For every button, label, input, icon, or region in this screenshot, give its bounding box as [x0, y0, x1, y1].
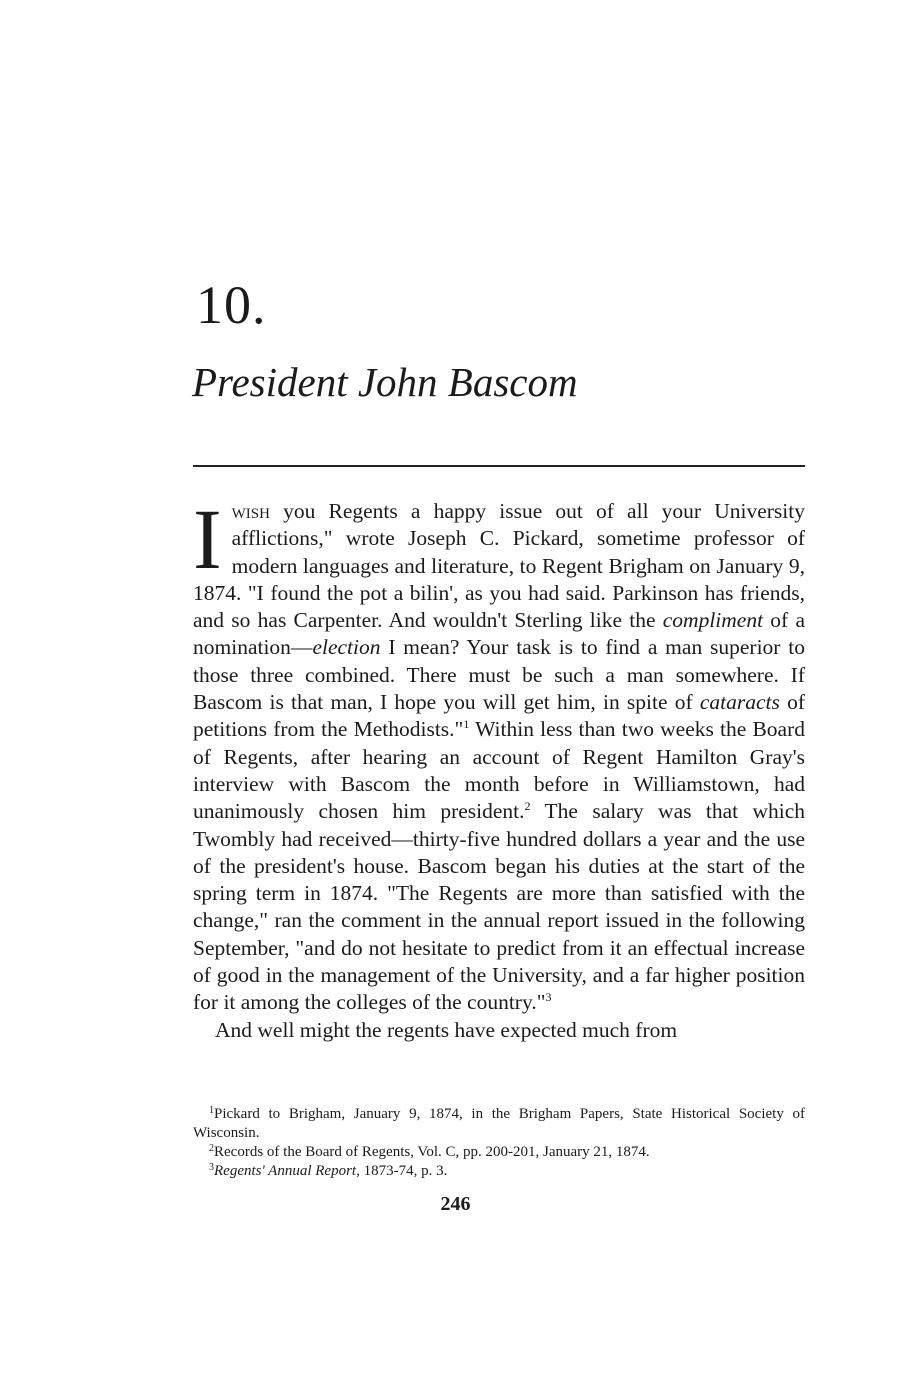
footnote-mark: 3: [209, 1162, 214, 1173]
paragraph-1-text-d: of petitions from the Methodists.": [193, 690, 805, 742]
emphasis-cataracts: cataracts: [699, 690, 780, 715]
paragraph-1: [193, 491, 806, 1017]
chapter-title: President John Bascom: [192, 359, 578, 405]
paragraph-1-text-e: Within less than two weeks the Board of Regents, after hearing an account of Regent Hamilton Gray's interview with Bascom the month before in Williamstown, had unanimously chosen him president.: [193, 717, 805, 824]
paragraph-1-text-b: of a nomination—: [193, 608, 806, 660]
footnote-text: Records of the Board of Regents, Vol. C, pp. 200-201, January 21, 1874.: [214, 1144, 650, 1160]
emphasis-election: election: [312, 635, 381, 660]
footnote-ref-3: 3: [545, 990, 552, 1005]
footnote-ref-2: 2: [524, 799, 531, 814]
footnote-1: [193, 1105, 805, 1143]
body-text: [193, 491, 806, 1044]
footnote-text: Pickard to Brigham, January 9, 1874, in the Brigham Papers, State Historical Society of Wisconsin.: [193, 1106, 805, 1141]
chapter-number: 10.: [196, 275, 267, 335]
footnote-2: [193, 1143, 805, 1162]
footnote-mark: 2: [209, 1143, 214, 1154]
paragraph-1-text-f: The salary was that which Twombly had received—thirty-five hundred dollars a year and the use of the president's house. Bascom began his duties at the start of the spring term in 1874. "The Regents are more than satisfied with the change," ran the comment in the annual report issued in the following September, "and do not hesitate to predict from it an effectual increase of good in the management of the University, and a far higher position for it among the colleges of the country.": [193, 799, 806, 1015]
paragraph-1-text-a: you Regents a happy issue out of all your University afflictions," wrote Joseph C. Pickard, sometime professor of modern languages and literature, to Regent Brigham on January 9, 1874. "I found the pot a bilin', as you had said. Parkinson has friends, and so has Carpenter. And wouldn't Sterling like the: [193, 499, 805, 633]
footnote-ref-1: 1: [463, 717, 470, 732]
opening-small-caps: wish: [231, 499, 270, 523]
footnotes: [193, 1105, 805, 1181]
title-rule: [193, 465, 805, 467]
footnote-mark: 1: [209, 1105, 214, 1116]
paragraph-2: And well might the regents have expected much from: [215, 1017, 678, 1042]
emphasis-compliment: compliment: [662, 608, 764, 633]
page-number: 246: [440, 1193, 471, 1215]
footnote-3: [193, 1162, 805, 1181]
drop-cap: I: [193, 491, 222, 587]
paragraph-1-text-c: I mean? Your task is to find a man superior to those three combined. There must be such a man somewhere. If Bascom is that man, I hope you will get him, in spite of: [193, 635, 805, 715]
footnote-emphasis: Regents' Annual Report,: [214, 1163, 360, 1179]
footnote-text: 1873-74, p. 3.: [359, 1163, 448, 1179]
